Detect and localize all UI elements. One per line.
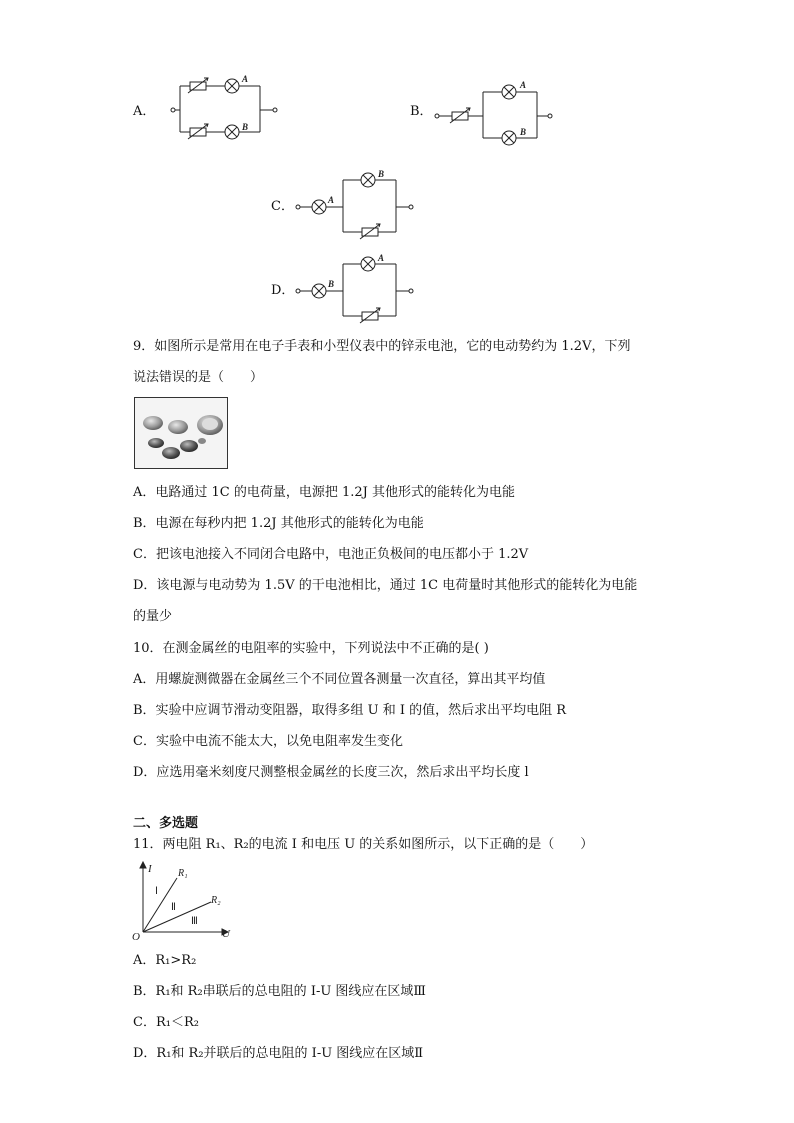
iu-graph-r2-label: R₂ — [211, 895, 221, 906]
circuit-a-label: A． — [133, 104, 156, 119]
circuit-c-diagram — [296, 170, 421, 240]
circuit-a-lamp-b-label: B — [242, 122, 249, 132]
q11-option-a: A．R₁>R₂ — [133, 953, 197, 968]
iu-graph-region-3: Ⅲ — [191, 916, 198, 927]
circuit-c-lamp-a-label: A — [328, 195, 335, 205]
q9-option-c: C．把该电池接入不同闭合电路中，电池正负极间的电压都小于 1.2V — [133, 547, 529, 562]
circuit-d-diagram — [296, 254, 421, 324]
q10-option-c: C．实验中电流不能太大，以免电阻率发生变化 — [133, 734, 403, 749]
q9-option-d: D．该电源与电动势为 1.5V 的干电池相比，通过 1C 电荷量时其他形式的能转化为电能 — [133, 578, 638, 593]
q9-stem-line2: 说法错误的是（ ） — [133, 370, 264, 385]
iu-graph-axis-u: U — [222, 928, 230, 940]
q10-option-b: B．实验中应调节滑动变阻器，取得多组 U 和 I 的值，然后求出平均电阻 R — [133, 703, 567, 718]
circuit-a-lamp-a-label: A — [242, 74, 249, 84]
iu-graph-region-1: Ⅰ — [155, 886, 158, 897]
q11-option-b: B．R₁和 R₂串联后的总电阻的 I-U 图线应在区域Ⅲ — [133, 984, 426, 999]
circuit-d-lamp-b-label: B — [328, 279, 335, 289]
circuit-b-label: B． — [410, 104, 433, 119]
circuit-b-lamp-b-label: B — [520, 127, 527, 137]
q11-option-d: D．R₁和 R₂并联后的总电阻的 I-U 图线应在区域Ⅱ — [133, 1046, 424, 1061]
iu-graph-origin: O — [132, 931, 140, 943]
q9-option-d-cont: 的量少 — [133, 609, 173, 624]
circuit-b-diagram — [435, 74, 565, 154]
circuit-d-lamp-a-label: A — [378, 253, 385, 263]
iu-graph — [131, 860, 241, 943]
q10-stem: 10．在测金属丝的电阻率的实验中，下列说法中不正确的是( ) — [133, 641, 489, 656]
circuit-a-diagram — [170, 72, 290, 152]
q9-option-a: A．电路通过 1C 的电荷量，电源把 1.2J 其他形式的能转化为电能 — [133, 485, 516, 500]
circuit-b-lamp-a-label: A — [520, 80, 527, 90]
section-title-multiple-choice: 二、多选题 — [133, 816, 199, 831]
q11-stem: 11．两电阻 R₁、R₂的电流 I 和电压 U 的关系如图所示，以下正确的是（ ） — [133, 837, 594, 852]
circuit-d-label: D． — [271, 283, 295, 298]
iu-graph-r1-label: R₁ — [178, 868, 188, 879]
q9-option-b: B．电源在每秒内把 1.2J 其他形式的能转化为电能 — [133, 516, 424, 531]
q11-option-c: C．R₁＜R₂ — [133, 1015, 199, 1030]
q10-option-a: A．用螺旋测微器在金属丝三个不同位置各测量一次直径，算出其平均值 — [133, 672, 546, 687]
q9-stem-line1: 9．如图所示是常用在电子手表和小型仪表中的锌汞电池，它的电动势约为 1.2V，下列 — [133, 339, 631, 354]
iu-graph-region-2: Ⅱ — [171, 902, 176, 913]
q10-option-d: D．应选用毫米刻度尺测整根金属丝的长度三次，然后求出平均长度 l — [133, 765, 529, 780]
iu-graph-axis-i: I — [148, 863, 152, 875]
circuit-c-label: C． — [271, 199, 294, 214]
battery-photo — [134, 397, 228, 469]
circuit-c-lamp-b-label: B — [378, 169, 385, 179]
